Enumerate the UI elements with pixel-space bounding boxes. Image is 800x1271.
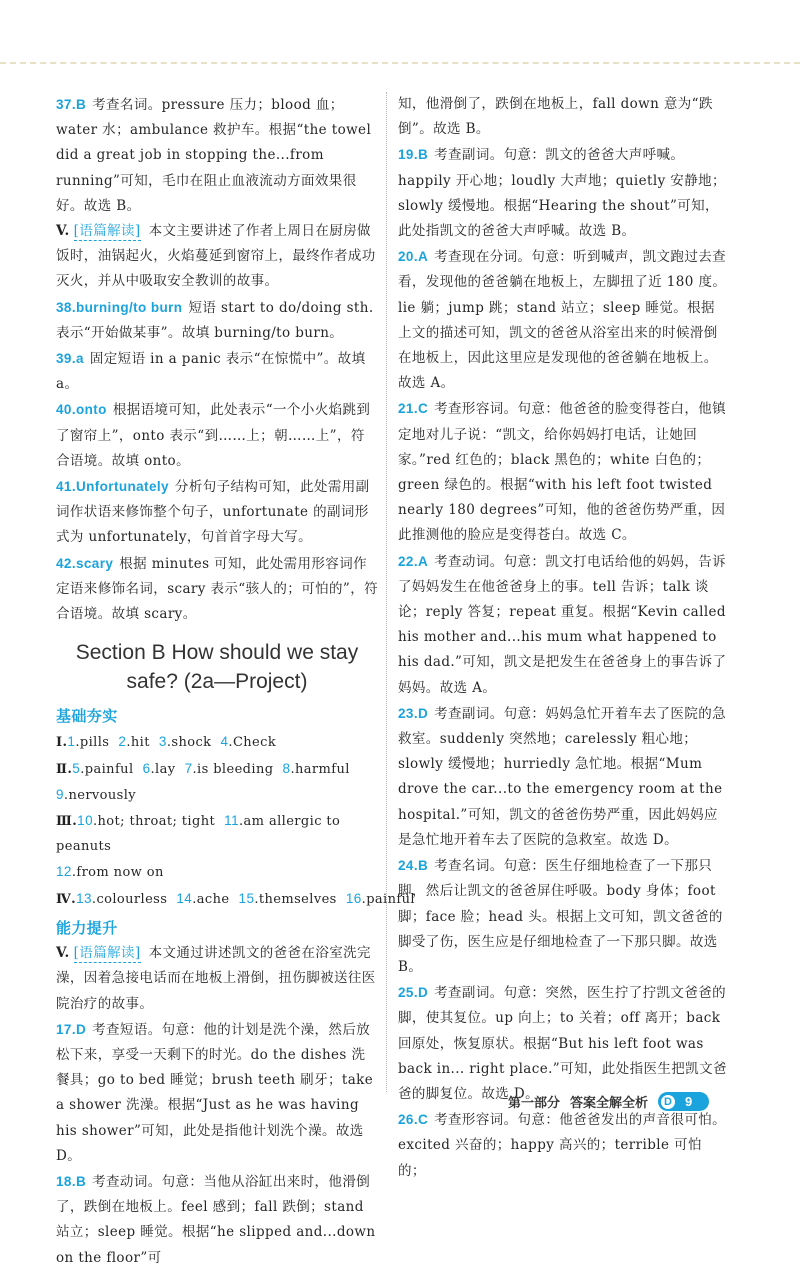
basic-row-3: 9.nervously <box>56 786 137 803</box>
answer-20: 20.A 考查现在分词。句意：听到喊声，凯文跑过去查看，发现他的爸爸躺在地板上，左脚扭了近 180 度。lie 躺；jump 跳；stand 站立；sleep 睡觉。根据上文的描述可知，凯文的爸爸从浴室出来的时候滑倒在地板上，因此这里应是发现他的爸爸躺在地板上。故选 A。 <box>398 249 727 392</box>
answer-22: 22.A 考查动词。句意：凯文打电话给他的妈妈，告诉了妈妈发生在他爸爸身上的事。tell 告诉；talk 谈论；reply 答复；repeat 重复。根据“Kevin called his mother and...his mum what happened to his dad.”可知，凯文是把发生在爸爸身上的事告诉了妈妈。故选 A。 <box>398 553 727 696</box>
answer-24: 24.B 考查名词。句意：医生仔细地检查了一下那只脚，然后让凯文的爸爸屏住呼吸。body 身体；foot 脚；face 脸；head 头。根据上文可知，凯文爸爸的脚受了伤，医生应是仔细地检查了一下那只脚。故选 B。 <box>398 858 723 975</box>
basic-row-4: Ⅲ.10.hot; throat; tight 11.am allergic to peanuts <box>56 813 341 855</box>
page-number-badge <box>658 1092 709 1111</box>
passage-v2-summary: V. [语篇解读] 本文通过讲述凯文的爸爸在浴室洗完澡，因着急接电话而在地板上滑倒，扭伤脚被送往医院治疗的故事。 <box>56 945 376 1012</box>
answer-18-continued: 知，他滑倒了，跌倒在地板上，fall down 意为“跌倒”。故选 B。 <box>398 96 713 138</box>
answer-26: 26.C 考查形容词。句意：他爸爸发出的声音很可怕。excited 兴奋的；happy 高兴的；terrible 可怕的； <box>398 1112 727 1179</box>
page-number: 9 <box>685 1094 693 1109</box>
improve-heading: 能力提升 <box>56 918 118 937</box>
answer-19: 19.B 考查副词。句意：凯文的爸爸大声呼喊。happily 开心地；loudly 大声地；quietly 安静地；slowly 缓慢地。根据“Hearing the shout”可知，此处指凯文的爸爸大声呼喊。故选 B。 <box>398 147 726 240</box>
basic-row-5: 12.from now on <box>56 864 164 881</box>
footer-part: 第一部分 <box>508 1095 561 1110</box>
answer-40: 40.onto 根据语境可知，此处表示“一个小火焰跳到了窗帘上”，onto 表示“到……上；朝……上”，符合语境。故填 onto。 <box>56 402 371 469</box>
answer-18: 18.B 考查动词。句意：当他从浴缸出来时，他滑倒了，跌倒在地板上。feel 感到；fall 跌倒；stand 站立；sleep 睡觉。根据“he slipped and...down on the floor”可 <box>56 1173 376 1266</box>
header-dashed-line <box>0 62 800 64</box>
passage-v-summary: V. [语篇解读] 本文主要讲述了作者上周日在厨房做饭时，油锅起火，火焰蔓延到窗帘上，最终作者成功灭火，并从中吸取安全教训的故事。 <box>56 223 376 290</box>
answer-42: 42.scary 根据 minutes 可知，此处需用形容词作定语来修饰名词，scary 表示“骇人的；可怕的”，符合语境。故填 scary。 <box>56 555 379 623</box>
page-footer <box>508 1092 709 1111</box>
answer-37: 37.B 考查名词。pressure 压力；blood 血；water 水；ambulance 救护车。根据“the towel did a great job in stopping the...from running”可知，毛巾在阻止血液流动方面效果很好。故选 B。 <box>56 97 372 214</box>
answer-23: 23.D 考查副词。句意：妈妈急忙开着车去了医院的急救室。suddenly 突然地；carelessly 粗心地；slowly 缓慢地；hurriedly 急忙地。根据“Mum drove the car...to the emergency room at the hospital.”可知，凯文的爸爸伤势严重，因此妈妈应是急忙地开着车去了医院的急救室。故选 D。 <box>398 705 727 848</box>
left-column <box>56 92 415 1271</box>
basic-row-6: Ⅳ.13.colourless 14.ache 15.themselves 16.painful <box>56 890 415 907</box>
footer-title: 答案全解全析 <box>570 1095 649 1110</box>
right-column <box>398 92 728 1184</box>
answer-21: 21.C 考查形容词。句意：他爸爸的脸变得苍白，他镇定地对儿子说：“凯文，给你妈妈打电话，让她回家。”red 红色的；black 黑色的；white 白色的；green 绿色的。根据“with his left foot twisted nearly 180 degrees”可知，他的爸爸伤势严重，因此推测他的脸应是变得苍白。故选 C。 <box>398 401 727 544</box>
answer-39: 39.a 固定短语 in a panic 表示“在惊慌中”。故填 a。 <box>56 351 366 393</box>
answer-25: 25.D 考查副词。句意：突然，医生拧了拧凯文爸爸的脚，使其复位。up 向上；to 关着；off 离开；back 回原处，恢复原状。根据“But his left foot was back in... right place.”可知，此处指医生把凯文爸爸的脚复位。故选 D。 <box>398 985 727 1102</box>
column-divider <box>386 92 387 1092</box>
basic-heading: 基础夯实 <box>56 707 118 726</box>
section-title: Section B How should we stay safe? (2a—Project) <box>75 641 359 694</box>
badge-letter: D <box>661 1095 675 1109</box>
basic-row-2: Ⅱ.5.painful 6.lay 7.is bleeding 8.harmful <box>56 760 350 777</box>
answer-38: 38.burning/to burn 短语 start to do/doing sth.表示“开始做某事”。故填 burning/to burn。 <box>56 299 374 341</box>
basic-row-1: Ⅰ.1.pills 2.hit 3.shock 4.Check <box>56 734 277 751</box>
answer-41: 41.Unfortunately 分析句子结构可知，此处需用副词作状语来修饰整个句子，unfortunate 的副词形式为 unfortunately，句首首字母大写。 <box>56 479 370 546</box>
answer-17: 17.D 考查短语。句意：他的计划是洗个澡，然后放松下来，享受一天剩下的时光。do the dishes 洗餐具；go to bed 睡觉；brush teeth 刷牙；take a shower 洗澡。根据“Just as he was having his shower”可知，此处是指他计划洗个澡。故选 D。 <box>56 1021 374 1164</box>
